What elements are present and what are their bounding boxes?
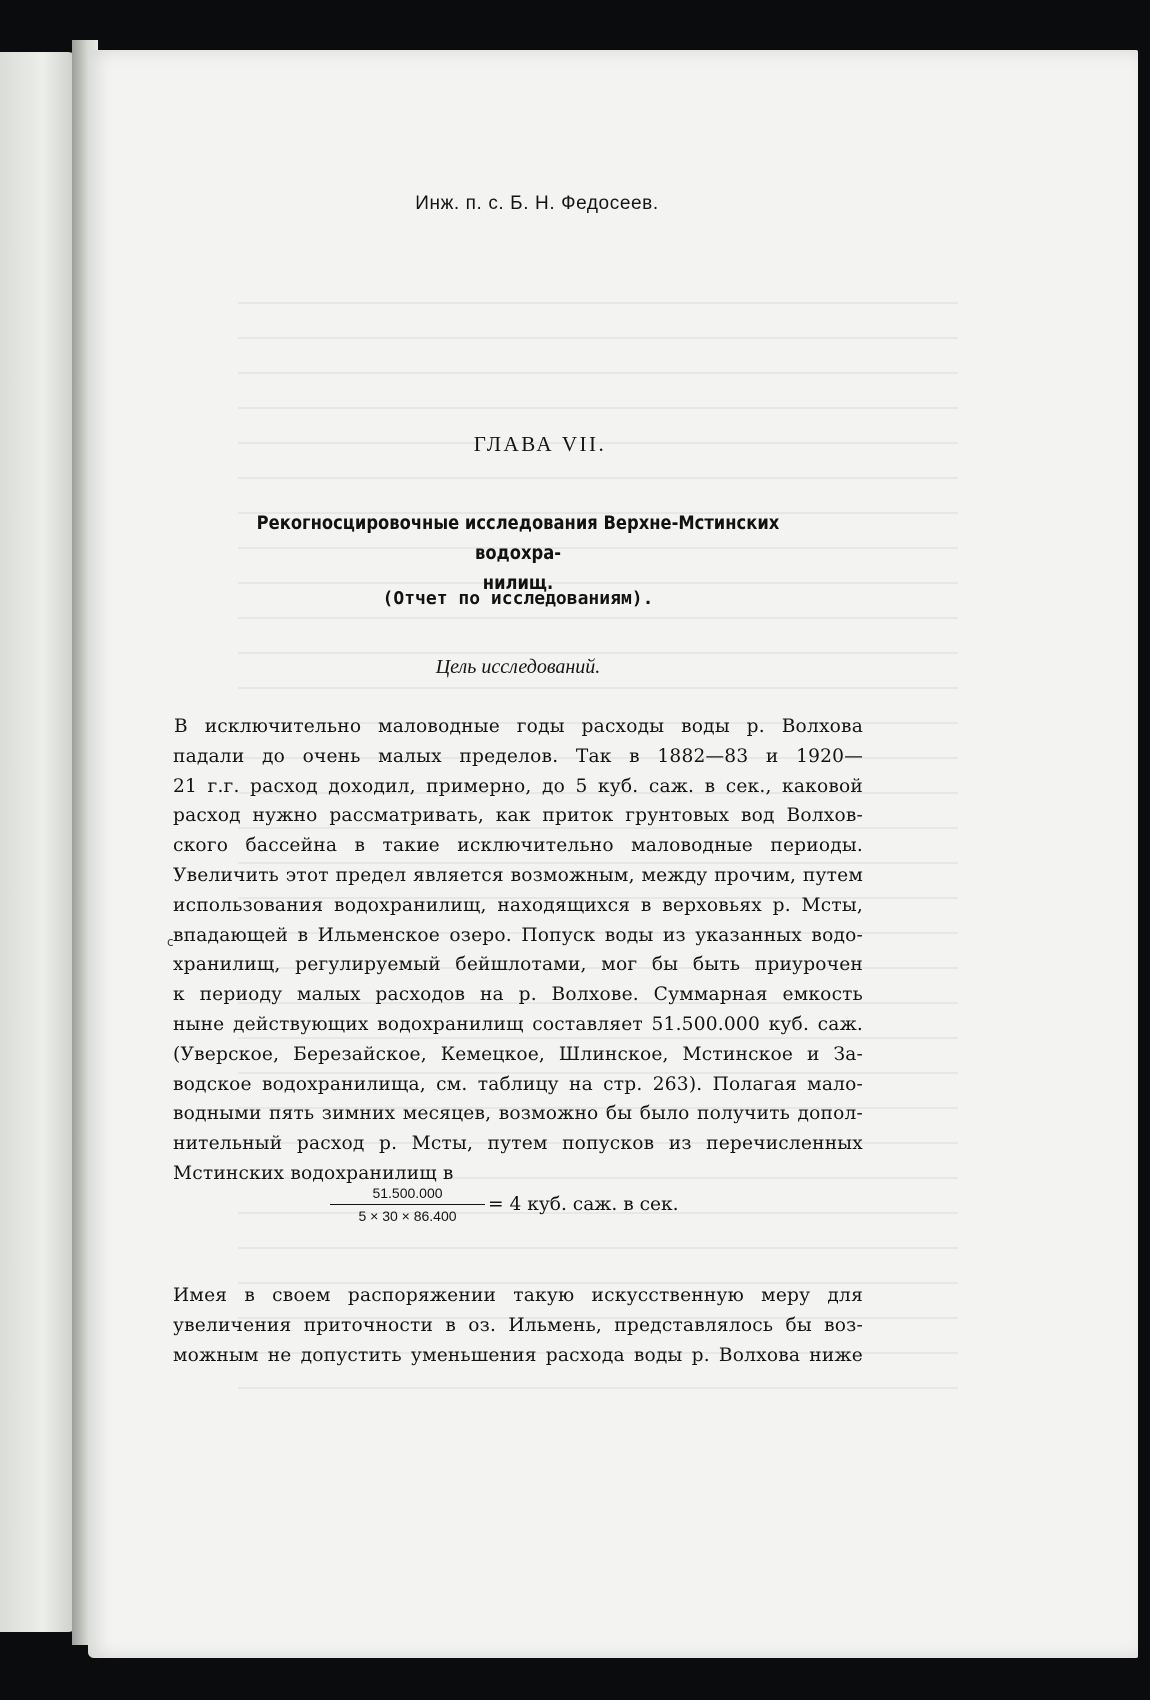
text-line: ского бассейна в такие исключительно маловодные периоды.	[173, 835, 863, 857]
chapter-title-line: нилищ.	[482, 572, 554, 594]
text-line: Увеличить этот предел является возможным, между прочим, путем	[173, 864, 863, 886]
paragraph-1	[173, 712, 863, 1189]
text-line: водское водохранилища, см. таблицу на стр. 263). Полагая мало-	[173, 1073, 863, 1095]
text-line: 21 г.г. расход доходил, примерно, до 5 куб. саж. в сек., каковой	[173, 775, 863, 797]
previous-page-edge	[0, 52, 78, 1632]
text-line: падали до очень малых пределов. Так в 1882—83 и 1920—	[173, 745, 863, 767]
text-line: впадающей в Ильменское озеро. Попуск воды из указанных водо-	[173, 924, 863, 946]
fraction-numerator: 51.500.000	[372, 1185, 443, 1201]
fraction	[330, 1185, 485, 1224]
chapter-title-line: Рекогносцировочные исследования Верхне-Мстинских водохра-	[256, 512, 780, 564]
text-line: (Уверское, Березайское, Кемецкое, Шлинское, Мстинское и За-	[173, 1043, 863, 1065]
text-line: увеличения приточности в оз. Ильмень, представлялось бы воз-	[173, 1314, 863, 1336]
chapter-subtitle: (Отчет по исследованиям).	[382, 588, 654, 609]
text-line: водными пять зимних месяцев, возможно бы было получить допол-	[173, 1103, 863, 1125]
formula	[330, 1185, 750, 1245]
text-line: Имея в своем распоряжении такую искусственную меру для	[173, 1285, 863, 1306]
text-line: Мстинских водохранилищ в	[173, 1162, 454, 1184]
text-line: можным не допустить уменьшения расхода воды р. Волхова ниже	[173, 1344, 863, 1366]
text-line: нительный расход р. Мсты, путем попусков из перечисленных	[173, 1133, 863, 1155]
author-line: Инж. п. с. Б. Н. Федосеев.	[415, 193, 659, 214]
chapter-heading: ГЛАВА VII.	[473, 432, 607, 456]
formula-result: = 4 куб. саж. в сек.	[488, 1194, 679, 1215]
text-line: расход нужно рассматривать, как приток грунтовых вод Волхов-	[173, 805, 863, 827]
paragraph-2	[173, 1281, 863, 1370]
text-line: к периоду малых расходов на р. Волхове. Суммарная емкость	[173, 984, 863, 1006]
margin-mark: c	[167, 935, 174, 949]
text-line: В исключительно маловодные годы расходы воды р. Волхова	[174, 716, 863, 737]
section-heading: Цель исследований.	[435, 656, 601, 678]
fraction-bar	[330, 1204, 485, 1205]
text-line: использования водохранилищ, находящихся в верховьях р. Мсты,	[173, 894, 863, 916]
text-line: хранилищ, регулируемый бейшлотами, мог бы быть приурочен	[173, 954, 863, 976]
fraction-denominator: 5 × 30 × 86.400	[358, 1208, 457, 1224]
chapter-title	[221, 508, 814, 598]
text-line: ныне действующих водохранилищ составляет 51.500.000 куб. саж.	[173, 1013, 863, 1035]
